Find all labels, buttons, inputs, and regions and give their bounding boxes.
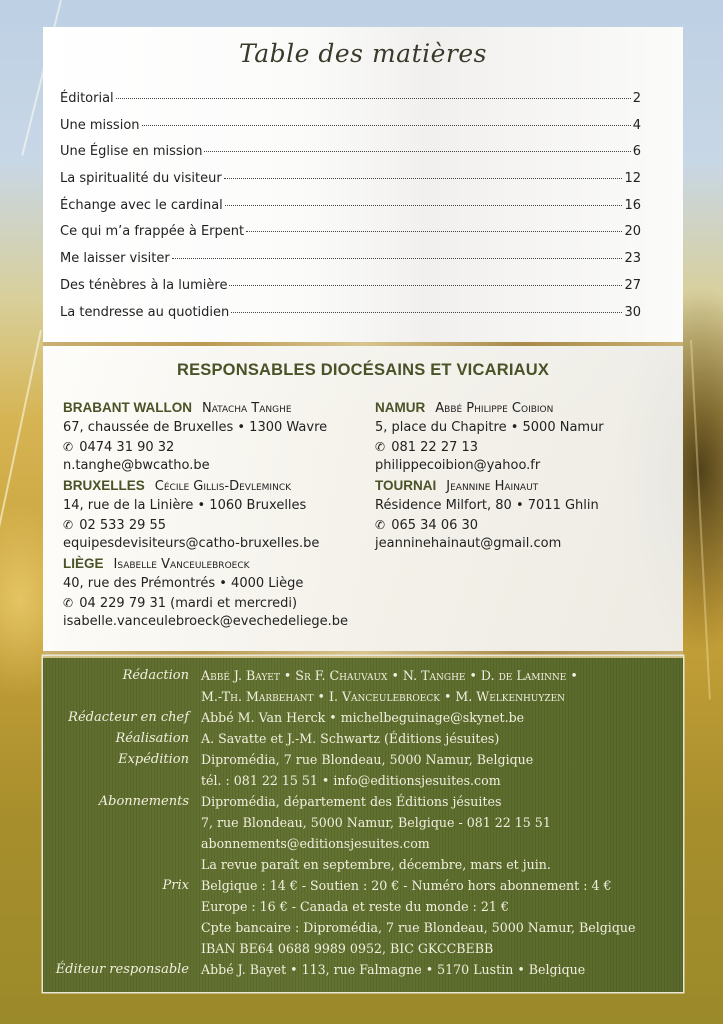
- colophon-row: [43, 836, 683, 851]
- contact-card: [63, 477, 319, 554]
- toc-entry-page: 6: [632, 144, 641, 160]
- colophon-value: M.-Th. Marbehant • I. Vanceulebroeck • M. Welkenhuyzen: [201, 689, 566, 704]
- leader-dots: [231, 312, 622, 313]
- leader-dots: [116, 98, 631, 99]
- leader-dots: [204, 151, 630, 152]
- leader-dots: [229, 285, 622, 286]
- toc-entry-label: Une mission: [60, 117, 140, 133]
- leader-dots: [225, 205, 623, 206]
- phone-icon: ✆: [63, 517, 74, 532]
- colophon-row: [43, 731, 683, 746]
- leader-dots: [224, 178, 623, 179]
- colophon-row: [43, 962, 683, 977]
- colophon: [43, 656, 683, 992]
- toc-entry-label: La tendresse au quotidien: [60, 304, 230, 320]
- colophon-label: [43, 920, 201, 935]
- colophon-value: Abbé J. Bayet • 113, rue Falmagne • 5170 Lustin • Belgique: [201, 962, 586, 977]
- contact-address: 14, rue de la Linière • 1060 Bruxelles: [63, 497, 307, 513]
- colophon-row: [43, 773, 683, 788]
- toc-entry-page: 12: [624, 171, 641, 187]
- contact-address: 40, rue des Prémontrés • 4000 Liège: [63, 575, 304, 591]
- colophon-value: A. Savatte et J.-M. Schwartz (Éditions jésuites): [201, 731, 500, 746]
- toc-entry-page: 27: [624, 277, 641, 293]
- contact-card: [63, 555, 348, 632]
- toc-entry[interactable]: [60, 224, 641, 251]
- colophon-value: Abbé J. Bayet • Sr F. Chauvaux • N. Tanghe • D. de Laminne •: [201, 668, 578, 683]
- colophon-row: [43, 752, 683, 767]
- contact-phone: 065 34 06 30: [391, 517, 479, 533]
- toc-entry-label: Ce qui m’a frappée à Erpent: [60, 224, 245, 240]
- colophon-row: [43, 815, 683, 830]
- colophon-value: Europe : 16 € - Canada et reste du monde : 21 €: [201, 899, 509, 914]
- colophon-row: [43, 794, 683, 809]
- colophon-label: Abonnements: [98, 794, 189, 809]
- colophon-label: [43, 836, 201, 851]
- colophon-label: Rédaction: [122, 668, 189, 683]
- contact-card: [63, 399, 327, 476]
- colophon-value: La revue paraît en septembre, décembre, mars et juin.: [201, 857, 551, 872]
- contact-email[interactable]: philippecoibion@yahoo.fr: [375, 458, 541, 474]
- colophon-row: [43, 899, 683, 914]
- toc-entry-page: 4: [632, 117, 641, 133]
- toc-entry-page: 23: [624, 251, 641, 267]
- contact-address: 67, chaussée de Bruxelles • 1300 Wavre: [63, 419, 328, 435]
- toc-list: [60, 91, 641, 331]
- colophon-row: [43, 920, 683, 935]
- colophon-value: Dipromédia, département des Éditions jésuites: [201, 794, 502, 809]
- contact-address: 5, place du Chapitre • 5000 Namur: [375, 419, 604, 435]
- colophon-value: Belgique : 14 € - Soutien : 20 € - Numéro hors abonnement : 4 €: [201, 878, 612, 893]
- toc-entry[interactable]: [60, 118, 641, 145]
- leader-dots: [246, 231, 622, 232]
- toc-entry-page: 20: [624, 224, 641, 240]
- colophon-label: Éditeur responsable: [55, 962, 189, 977]
- phone-icon: ✆: [63, 595, 74, 610]
- contact-email[interactable]: isabelle.vanceulebroeck@evechedeliege.be: [63, 614, 348, 630]
- toc-entry[interactable]: [60, 305, 641, 332]
- divider: [43, 651, 683, 655]
- toc-entry-label: La spiritualité du visiteur: [60, 171, 222, 187]
- toc-entry-label: Me laisser visiter: [60, 251, 170, 267]
- colophon-value: Dipromédia, 7 rue Blondeau, 5000 Namur, Belgique: [201, 752, 534, 767]
- table-of-contents: [43, 27, 683, 342]
- toc-entry-page: 2: [632, 91, 641, 106]
- colophon-value: Abbé M. Van Herck • michelbeguinage@skynet.be: [201, 710, 525, 725]
- toc-entry[interactable]: [60, 278, 641, 305]
- colophon-row: [43, 668, 683, 683]
- toc-entry[interactable]: [60, 171, 641, 198]
- colophon-row: [43, 710, 683, 725]
- contact-person: Isabelle Vanceulebroeck: [113, 557, 250, 572]
- contact-phone: 04 229 79 31 (mardi et mercredi): [79, 595, 298, 611]
- contact-email[interactable]: equipesdevisiteurs@catho-bruxelles.be: [63, 536, 320, 552]
- contact-person: Cécile Gillis-Devleminck: [154, 479, 292, 494]
- contact-card: [375, 477, 599, 554]
- phone-icon: ✆: [63, 439, 74, 454]
- leader-dots: [172, 258, 623, 259]
- colophon-row: [43, 878, 683, 893]
- contact-region: TOURNAI: [375, 478, 437, 493]
- toc-entry-label: Éditorial: [60, 91, 114, 106]
- colophon-label: [43, 689, 201, 704]
- colophon-row: [43, 689, 683, 704]
- colophon-label: [43, 899, 201, 914]
- background-stalk: [690, 340, 711, 700]
- contact-phone: 0474 31 90 32: [79, 439, 175, 455]
- phone-icon: ✆: [375, 439, 386, 454]
- colophon-label: [43, 857, 201, 872]
- leader-dots: [142, 125, 631, 126]
- colophon-row: [43, 941, 683, 956]
- colophon-label: [43, 773, 201, 788]
- background-stalk: [0, 330, 42, 624]
- phone-icon: ✆: [375, 517, 386, 532]
- colophon-label: [43, 815, 201, 830]
- toc-title: Table des matières: [239, 39, 487, 68]
- toc-entry-label: Échange avec le cardinal: [60, 197, 223, 213]
- colophon-label: Expédition: [118, 752, 189, 767]
- colophon-label: Rédacteur en chef: [68, 710, 189, 725]
- section-title: RESPONSABLES DIOCÉSAINS ET VICARIAUX: [176, 361, 550, 379]
- contact-person: Jeannine Hainaut: [446, 479, 539, 494]
- colophon-value: tél. : 081 22 15 51 • info@editionsjesuites.com: [201, 773, 501, 788]
- contact-region: NAMUR: [375, 400, 426, 415]
- contact-phone: 081 22 27 13: [391, 439, 479, 455]
- toc-entry[interactable]: [60, 144, 641, 171]
- colophon-row: [43, 857, 683, 872]
- colophon-label: [43, 941, 201, 956]
- toc-entry-page: 16: [624, 197, 641, 213]
- colophon-label: Prix: [162, 878, 189, 893]
- contact-region: BRABANT WALLON: [63, 400, 192, 415]
- contact-phone: 02 533 29 55: [79, 517, 167, 533]
- toc-entry-label: Des ténèbres à la lumière: [60, 277, 228, 293]
- colophon-value: IBAN BE64 0688 9989 0952, BIC GKCCBEBB: [201, 941, 494, 956]
- colophon-value: 7, rue Blondeau, 5000 Namur, Belgique - 081 22 15 51: [201, 815, 551, 830]
- contact-region: BRUXELLES: [63, 478, 145, 493]
- toc-entry-label: Une Église en mission: [60, 144, 203, 160]
- contact-person: Abbé Philippe Coibion: [435, 401, 554, 416]
- contact-email[interactable]: jeanninehainaut@gmail.com: [375, 536, 562, 552]
- colophon-value: abonnements@editionsjesuites.com: [201, 836, 430, 851]
- toc-entry-page: 30: [624, 304, 641, 320]
- contact-email[interactable]: n.tanghe@bwcatho.be: [63, 458, 210, 474]
- contact-region: LIÈGE: [63, 556, 104, 571]
- responsables-section: [43, 346, 683, 651]
- toc-entry[interactable]: [60, 91, 641, 118]
- colophon-value: Cpte bancaire : Dipromédia, 7 rue Blondeau, 5000 Namur, Belgique: [201, 920, 636, 935]
- contact-address: Résidence Milfort, 80 • 7011 Ghlin: [375, 497, 599, 513]
- contact-person: Natacha Tanghe: [201, 401, 292, 416]
- toc-entry[interactable]: [60, 198, 641, 225]
- contact-card: [375, 399, 604, 476]
- toc-entry[interactable]: [60, 251, 641, 278]
- colophon-label: Réalisation: [115, 731, 189, 746]
